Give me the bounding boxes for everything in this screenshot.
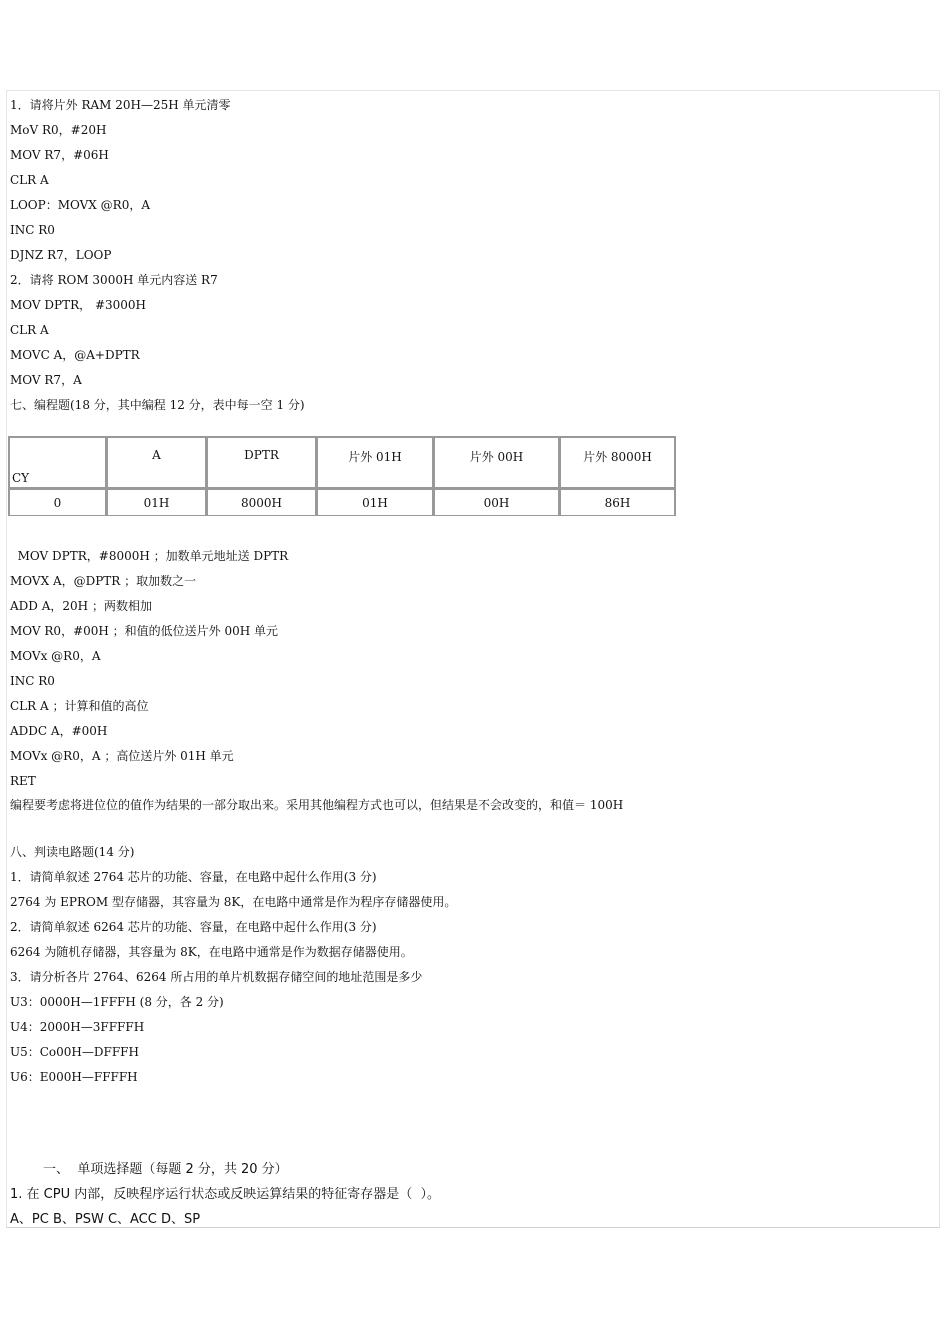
code-line: MOV DPTR， #3000H (10, 298, 147, 312)
code-line: ADD A，20H ；两数相加 (10, 599, 152, 613)
code-line: MOV R7，#06H (10, 148, 109, 162)
code-line: MOVx @R0，A ；高位送片外 01H 单元 (10, 749, 234, 763)
answer-text: U3：0000H—1FFFH (8 分，各 2 分) (10, 995, 224, 1009)
code-line: RET (10, 774, 36, 788)
answer-text: U5：Co00H—DFFFH (10, 1045, 139, 1059)
code-line: CLR A ；计算和值的高位 (10, 699, 149, 713)
table-cell: 01H (106, 488, 206, 516)
code-line: MOV R7，A (10, 373, 82, 387)
table-header-row (8, 436, 676, 488)
table-cell: 86H (559, 488, 676, 516)
answer-text: 6264 为随机存储器，其容量为 8K，在电路中通常是作为数据存储器使用。 (10, 945, 413, 959)
code-line: MOVC A，@A+DPTR (10, 348, 140, 362)
table-header-cell: A (106, 436, 206, 488)
question-text: 1. 在 CPU 内部，反映程序运行状态或反映运算结果的特征寄存器是（ ）。 (10, 1187, 440, 1202)
code-line: INC R0 (10, 223, 55, 237)
code-line: LOOP：MOVX @R0，A (10, 198, 150, 212)
code-line: INC R0 (10, 674, 55, 688)
answer-text: U4：2000H—3FFFFH (10, 1020, 145, 1034)
section-8-title: 八、判读电路题(14 分) (10, 845, 135, 859)
code-line: MOV DPTR，#8000H ；加数单元地址送 DPTR (10, 549, 289, 563)
table-header-cell: 片外 8000H (559, 436, 676, 488)
program-note: 编程要考虑将进位位的值作为结果的一部分取出来。采用其他编程方式也可以，但结果是不会改变的，和值＝ 100H (10, 798, 624, 812)
code-line: MOVx @R0，A (10, 649, 101, 663)
answer-text: 2764 为 EPROM 型存储器，其容量为 8K，在电路中通常是作为程序存储器使用。 (10, 895, 457, 909)
question-text: 2．请简单叙述 6264 芯片的功能、容量，在电路中起什么作用(3 分) (10, 920, 377, 934)
table-header-cell: DPTR (206, 436, 316, 488)
question-2-title: 2．请将 ROM 3000H 单元内容送 R7 (10, 273, 218, 287)
table-header-cell: 片外 00H (433, 436, 559, 488)
code-line: ADDC A，#00H (10, 724, 108, 738)
answer-options: A、PC B、PSW C、ACC D、SP (10, 1212, 201, 1227)
question-text: 1．请简单叙述 2764 芯片的功能、容量，在电路中起什么作用(3 分) (10, 870, 377, 884)
section-7-title: 七、编程题(18 分，其中编程 12 分，表中每一空 1 分) (10, 398, 305, 412)
question-text: 3．请分析各片 2764、6264 所占用的单片机数据存储空间的地址范围是多少 (10, 970, 423, 984)
table-cell: 8000H (206, 488, 316, 516)
code-line: MOVX A，@DPTR ；取加数之一 (10, 574, 197, 588)
code-line: CLR A (10, 173, 49, 187)
table-cell: 01H (316, 488, 433, 516)
page-frame (6, 90, 940, 1228)
table-cell: 0 (8, 488, 106, 516)
code-line: MoV R0，#20H (10, 123, 107, 137)
answer-text: U6：E000H—FFFFH (10, 1070, 138, 1084)
section-1-title: 一、 单项选择题（每题 2 分，共 20 分） (10, 1162, 288, 1177)
table-row (8, 488, 676, 516)
question-1-title: 1．请将片外 RAM 20H—25H 单元清零 (10, 98, 231, 112)
table-header-cell: CY (8, 436, 106, 488)
code-line: MOV R0，#00H ；和值的低位送片外 00H 单元 (10, 624, 279, 638)
code-line: CLR A (10, 323, 49, 337)
table-cell: 00H (433, 488, 559, 516)
register-table (8, 436, 676, 516)
table-header-cell: 片外 01H (316, 436, 433, 488)
code-line: DJNZ R7，LOOP (10, 248, 112, 262)
